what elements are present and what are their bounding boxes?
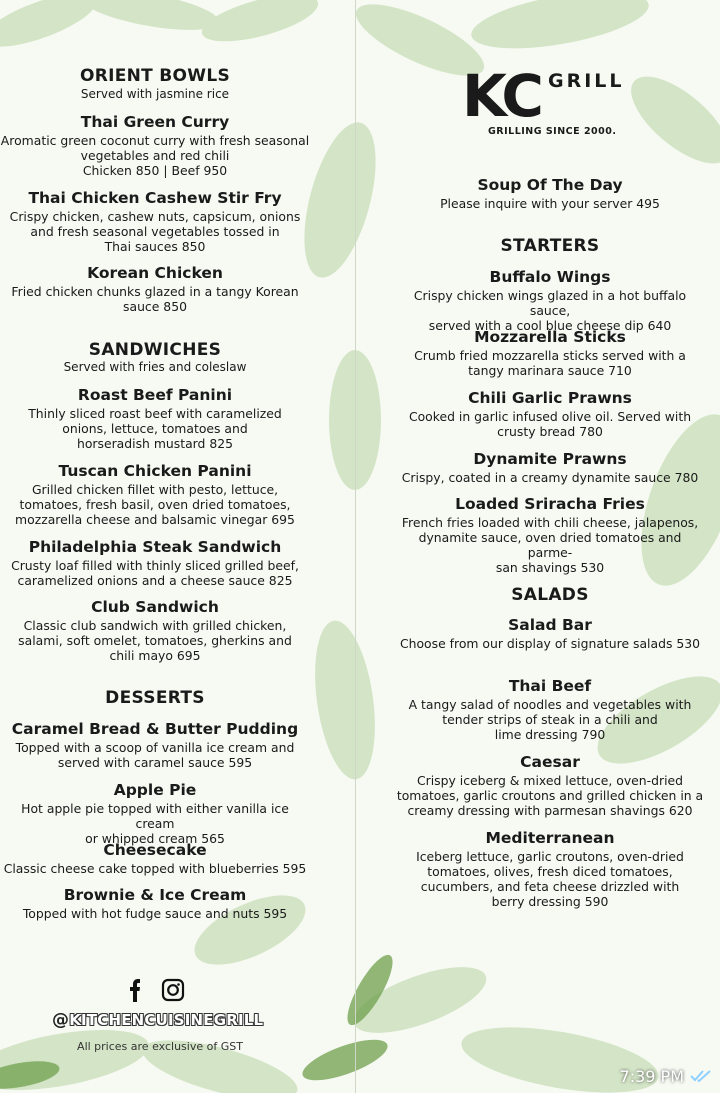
status-clock (620, 1062, 712, 1090)
social-handle[interactable] (52, 1010, 262, 1030)
item-description: Classic club sandwich with grilled chicken, salami, soft omelet, tomatoes, gherkins and chili mayo 695 (18, 618, 292, 663)
column-divider (355, 0, 356, 1093)
item-description: Fried chicken chunks glazed in a tangy Korean sauce 850 (11, 284, 299, 314)
item-name: Roast Beef Panini (77, 386, 233, 404)
item-name: Brownie & Ice Cream (63, 886, 247, 904)
item-description: Crispy iceberg & mixed lettuce, oven-dried tomatoes, garlic croutons and grilled chicken in a creamy dressing with parmesan shavings 620 (396, 773, 704, 818)
item-name: Soup Of The Day (477, 176, 623, 194)
item-description: Please inquire with your server 495 (440, 196, 660, 211)
instagram-icon[interactable] (163, 980, 183, 1000)
item-name: Chili Garlic Prawns (468, 389, 632, 407)
item-description: Aromatic green coconut curry with fresh seasonal vegetables and red chili Chicken 850 | Beef 950 (0, 133, 310, 178)
item-description: Topped with hot fudge sauce and nuts 595 (22, 906, 288, 921)
section-title-sandwiches: SANDWICHES (88, 340, 222, 360)
logo-tagline: GRILLING SINCE 2000. (488, 126, 617, 137)
handle-at-sign: @ (52, 1010, 70, 1030)
item-name: Thai Green Curry (80, 113, 230, 131)
item-name: Philadelphia Steak Sandwich (28, 538, 282, 556)
item-description: Crusty loaf filled with thinly sliced grilled beef, caramelized onions and a cheese sauce 825 (11, 558, 299, 588)
section-subtitle-orient-bowls: Served with jasmine rice (80, 87, 230, 101)
item-description: Crispy chicken wings glazed in a hot buffalo sauce, served with a cool blue cheese dip 640 (413, 288, 687, 333)
menu-item (395, 829, 705, 909)
item-name: Cheesecake (103, 841, 207, 859)
item-name: Tuscan Chicken Panini (58, 462, 252, 480)
price-disclaimer: All prices are exclusive of GST (77, 1040, 243, 1053)
menu-item (0, 462, 310, 527)
menu-item (0, 781, 310, 846)
logo-grill-text: GRILL (548, 70, 625, 92)
item-name: Thai Chicken Cashew Stir Fry (28, 189, 282, 207)
menu-item (0, 189, 310, 254)
item-name: Dynamite Prawns (473, 450, 627, 468)
item-description: Crispy chicken, cashew nuts, capsicum, onions and fresh seasonal vegetables tossed in Thai sauces 850 (9, 209, 301, 254)
menu-item (0, 886, 310, 921)
section-subtitle-sandwiches: Served with fries and coleslaw (63, 360, 247, 374)
logo-kc-text: KC (462, 62, 541, 130)
menu-item (395, 753, 705, 818)
menu-item (395, 268, 705, 333)
item-description: Thinly sliced roast beef with caramelized onions, lettuce, tomatoes and horseradish mustard 825 (28, 406, 282, 451)
item-description: A tangy salad of noodles and vegetables with tender strips of steak in a chili and lime dressing 790 (408, 697, 692, 742)
item-name: Apple Pie (113, 781, 197, 799)
menu-item (395, 450, 705, 485)
menu-item (395, 677, 705, 742)
menu-item-soup (395, 176, 705, 211)
menu-item (0, 538, 310, 588)
item-description: Grilled chicken fillet with pesto, lettuce, tomatoes, fresh basil, oven dried tomatoes, mozzarella cheese and balsamic vinegar 695 (15, 482, 295, 527)
item-description: Crumb fried mozzarella sticks served with a tangy marinara sauce 710 (414, 348, 686, 378)
item-description: Crispy, coated in a creamy dynamite sauce 780 (401, 470, 699, 485)
menu-item (395, 389, 705, 439)
item-name: Buffalo Wings (489, 268, 611, 286)
item-name: Club Sandwich (91, 598, 219, 616)
item-name: Caramel Bread & Butter Pudding (11, 720, 299, 738)
kc-grill-logo (462, 62, 642, 146)
item-name: Mediterranean (485, 829, 615, 847)
facebook-icon[interactable] (130, 979, 140, 1002)
item-name: Mozzarella Sticks (474, 328, 626, 346)
item-description: Iceberg lettuce, garlic croutons, oven-dried tomatoes, olives, fresh diced tomatoes, cucumbers, and feta cheese drizzled with berry dressing 590 (416, 849, 684, 909)
item-description: Hot apple pie topped with either vanilla ice cream or whipped cream 565 (21, 801, 289, 846)
section-title-desserts: DESSERTS (105, 688, 205, 708)
double-check-icon (690, 1069, 712, 1083)
item-name: Thai Beef (508, 677, 592, 695)
menu-item (0, 113, 310, 178)
section-title-orient-bowls: ORIENT BOWLS (79, 66, 231, 86)
item-name: Loaded Sriracha Fries (455, 495, 645, 513)
menu-item (0, 598, 310, 663)
status-time: 7:39 PM (619, 1066, 684, 1086)
item-description: Topped with a scoop of vanilla ice cream and served with caramel sauce 595 (15, 740, 295, 770)
menu-item (395, 495, 705, 575)
section-title-starters: STARTERS (500, 236, 600, 256)
item-name: Caesar (520, 753, 580, 771)
menu-item (395, 616, 705, 651)
menu-item (0, 841, 310, 876)
item-name: Salad Bar (508, 616, 592, 634)
item-name: Korean Chicken (87, 264, 223, 282)
menu-item (0, 386, 310, 451)
menu-item (0, 720, 310, 770)
handle-text: KITCHENCUISINEGRILL (69, 1011, 264, 1029)
item-description: French fries loaded with chili cheese, jalapenos, dynamite sauce, oven dried tomatoes and parme- san shavings 530 (401, 515, 699, 575)
social-icons (124, 978, 194, 1004)
section-title-salads: SALADS (511, 585, 589, 605)
item-description: Classic cheese cake topped with blueberries 595 (3, 861, 307, 876)
menu-item (0, 264, 310, 314)
item-description: Cooked in garlic infused olive oil. Served with crusty bread 780 (408, 409, 692, 439)
item-description: Choose from our display of signature salads 530 (399, 636, 701, 651)
menu-item (395, 328, 705, 378)
